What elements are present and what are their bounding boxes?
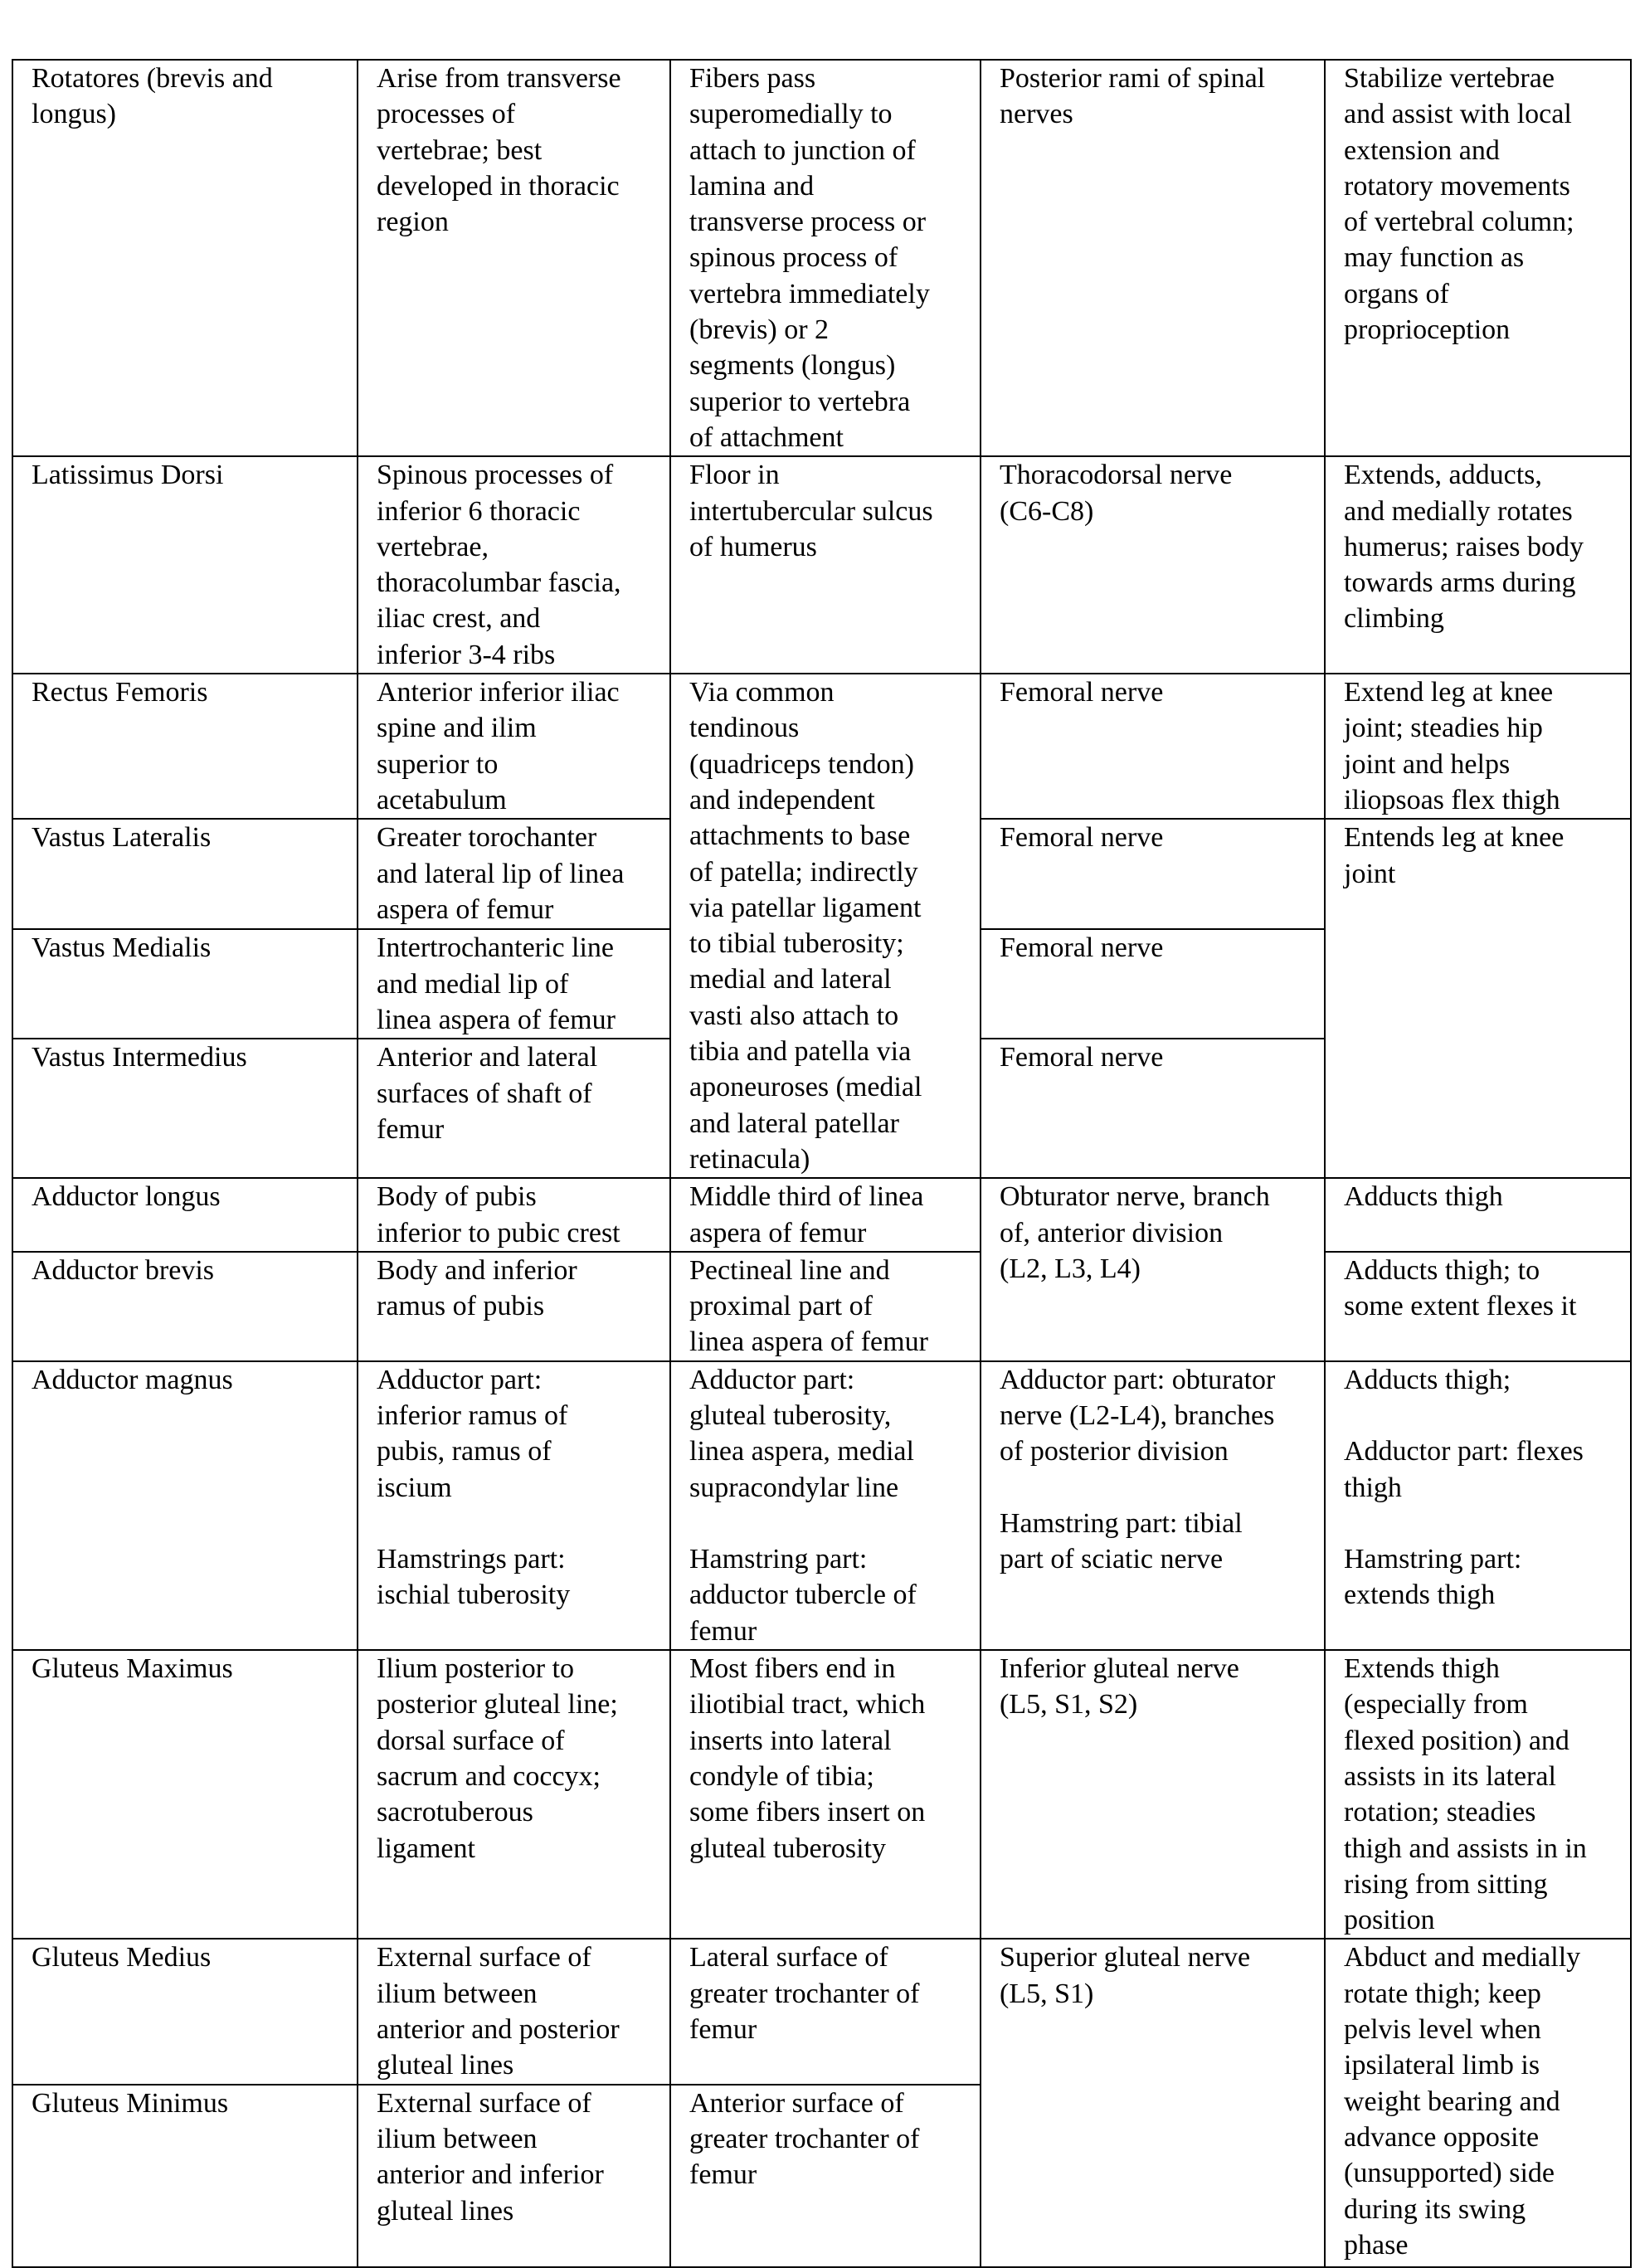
table-row xyxy=(12,456,1631,674)
action-cell: Extend leg at knee joint; steadies hip joint and helps iliopsoas flex thigh xyxy=(1325,674,1631,819)
origin-cell: Body and inferior ramus of pubis xyxy=(358,1252,670,1361)
origin-cell: External surface of ilium between anterior and inferior gluteal lines xyxy=(358,2085,670,2267)
muscle-cell: Rotatores (brevis and longus) xyxy=(12,60,358,456)
origin-cell: Greater torochanter and lateral lip of linea aspera of femur xyxy=(358,819,670,929)
action-cell: Adducts thigh xyxy=(1325,1178,1631,1252)
innervation-cell: Obturator nerve, branch of, anterior division (L2, L3, L4) xyxy=(981,1178,1325,1360)
muscle-cell: Adductor brevis xyxy=(12,1252,358,1361)
insertion-cell: Middle third of linea aspera of femur xyxy=(670,1178,981,1252)
table-row xyxy=(12,1939,1631,2084)
origin-cell: External surface of ilium between anterior and posterior gluteal lines xyxy=(358,1939,670,2084)
insertion-cell: Adductor part: gluteal tuberosity, linea aspera, medial supracondylar line Hamstring part: adductor tubercle of femur xyxy=(670,1361,981,1650)
origin-cell: Ilium posterior to posterior gluteal line; dorsal surface of sacrum and coccyx; sacrotuberous ligament xyxy=(358,1650,670,1939)
table-row xyxy=(12,1361,1631,1650)
table-row xyxy=(12,1252,1631,1361)
innervation-cell: Femoral nerve xyxy=(981,819,1325,929)
innervation-cell: Adductor part: obturator nerve (L2-L4), branches of posterior division Hamstring part: tibial part of sciatic nerve xyxy=(981,1361,1325,1650)
action-cell: Stabilize vertebrae and assist with local extension and rotatory movements of vertebral column; may function as organs of proprioception xyxy=(1325,60,1631,456)
action-cell: Abduct and medially rotate thigh; keep pelvis level when ipsilateral limb is weight bearing and advance opposite (unsupported) side during its swing phase xyxy=(1325,1939,1631,2266)
table-row xyxy=(12,1178,1631,1252)
innervation-cell: Femoral nerve xyxy=(981,929,1325,1039)
table-row xyxy=(12,60,1631,456)
insertion-cell: Fibers pass superomedially to attach to junction of lamina and transverse process or spinous process of vertebra immediately (brevis) or 2 segments (longus) superior to vertebra of attachment xyxy=(670,60,981,456)
insertion-cell: Anterior surface of greater trochanter of femur xyxy=(670,2085,981,2267)
muscle-cell: Adductor longus xyxy=(12,1178,358,1252)
innervation-cell: Inferior gluteal nerve (L5, S1, S2) xyxy=(981,1650,1325,1939)
origin-cell: Spinous processes of inferior 6 thoracic vertebrae, thoracolumbar fascia, iliac crest, and inferior 3-4 ribs xyxy=(358,456,670,674)
muscle-cell: Vastus Lateralis xyxy=(12,819,358,929)
action-cell: Adducts thigh; Adductor part: flexes thigh Hamstring part: extends thigh xyxy=(1325,1361,1631,1650)
origin-cell: Body of pubis inferior to pubic crest xyxy=(358,1178,670,1252)
muscle-cell: Vastus Intermedius xyxy=(12,1039,358,1178)
insertion-cell: Floor in intertubercular sulcus of humerus xyxy=(670,456,981,674)
insertion-cell: Lateral surface of greater trochanter of femur xyxy=(670,1939,981,2084)
muscle-cell: Gluteus Minimus xyxy=(12,2085,358,2267)
origin-cell: Intertrochanteric line and medial lip of linea aspera of femur xyxy=(358,929,670,1039)
muscle-cell: Adductor magnus xyxy=(12,1361,358,1650)
insertion-cell: Pectineal line and proximal part of linea aspera of femur xyxy=(670,1252,981,1361)
muscle-cell: Gluteus Medius xyxy=(12,1939,358,2084)
origin-cell: Anterior and lateral surfaces of shaft of femur xyxy=(358,1039,670,1178)
table-row xyxy=(12,1650,1631,1939)
innervation-cell: Femoral nerve xyxy=(981,674,1325,819)
muscle-cell: Vastus Medialis xyxy=(12,929,358,1039)
innervation-cell: Posterior rami of spinal nerves xyxy=(981,60,1325,456)
origin-cell: Adductor part: inferior ramus of pubis, ramus of iscium Hamstrings part: ischial tuberosity xyxy=(358,1361,670,1650)
muscle-cell: Latissimus Dorsi xyxy=(12,456,358,674)
action-cell: Extends, adducts, and medially rotates humerus; raises body towards arms during climbing xyxy=(1325,456,1631,674)
innervation-cell: Thoracodorsal nerve (C6-C8) xyxy=(981,456,1325,674)
muscle-cell: Rectus Femoris xyxy=(12,674,358,819)
muscle-table xyxy=(12,59,1632,2268)
insertion-cell: Via common tendinous (quadriceps tendon) and independent attachments to base of patella; indirectly via patellar ligament to tibial tuberosity; medial and lateral vasti also attach to tibia and patella via aponeuroses (medial and lateral patellar retinacula) xyxy=(670,674,981,1178)
innervation-cell: Superior gluteal nerve (L5, S1) xyxy=(981,1939,1325,2266)
origin-cell: Arise from transverse processes of vertebrae; best developed in thoracic region xyxy=(358,60,670,456)
action-cell: Entends leg at knee joint xyxy=(1325,819,1631,1178)
action-cell: Adducts thigh; to some extent flexes it xyxy=(1325,1252,1631,1361)
innervation-cell: Femoral nerve xyxy=(981,1039,1325,1178)
muscle-cell: Gluteus Maximus xyxy=(12,1650,358,1939)
insertion-cell: Most fibers end in iliotibial tract, which inserts into lateral condyle of tibia; some fibers insert on gluteal tuberosity xyxy=(670,1650,981,1939)
action-cell: Extends thigh (especially from flexed position) and assists in its lateral rotation; steadies thigh and assists in in rising from sitting position xyxy=(1325,1650,1631,1939)
table-row xyxy=(12,674,1631,819)
origin-cell: Anterior inferior iliac spine and ilim superior to acetabulum xyxy=(358,674,670,819)
